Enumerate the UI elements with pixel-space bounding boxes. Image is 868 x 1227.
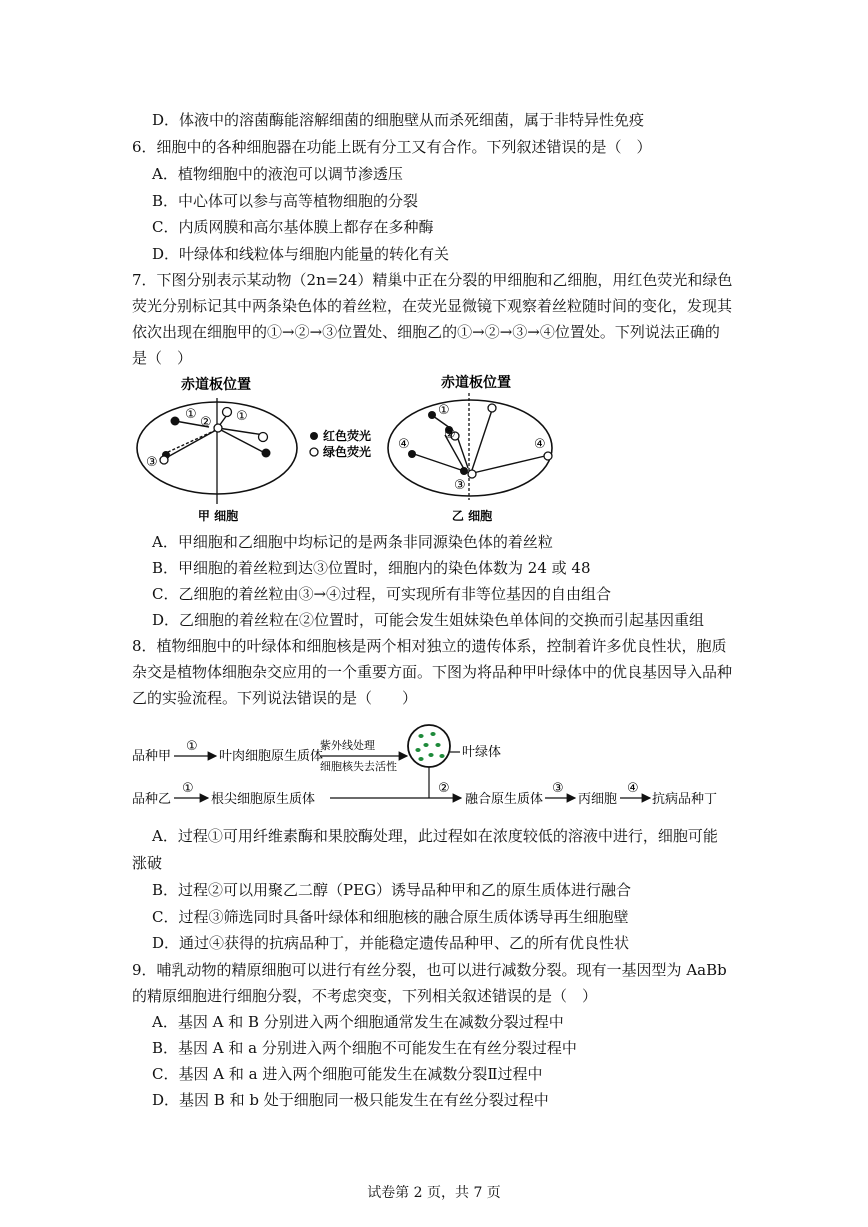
jia-red-mark-3 bbox=[262, 449, 271, 458]
yi-cell-outline bbox=[388, 400, 552, 496]
q8-option-c: C．过程③筛选同时具备叶绿体和细胞核的融合原生质体诱导再生细胞壁 bbox=[152, 908, 629, 926]
q7-option-a: A．甲细胞和乙细胞中均标记的是两条非同源染色体的着丝粒 bbox=[152, 533, 553, 551]
question-6: 6．细胞中的各种细胞器在功能上既有分工又有合作。下列叙述错误的是（ ） bbox=[132, 138, 652, 156]
question-9-line-1: 9．哺乳动物的精原细胞可以进行有丝分裂，也可以进行减数分裂。现有一基因型为 AaBb bbox=[132, 961, 727, 979]
page-footer: 试卷第 2 页，共 7 页 bbox=[367, 1185, 501, 1201]
fused-protoplast-label: 融合原生质体 bbox=[465, 792, 544, 807]
yi-red-mark-3 bbox=[460, 467, 468, 475]
yi-position-1: ① bbox=[438, 403, 450, 418]
fig7-title-right: 赤道板位置 bbox=[441, 375, 511, 391]
jia-green-mark-3 bbox=[259, 433, 268, 442]
figure-7-cell-diagram bbox=[130, 370, 580, 526]
step1-jia-label: ① bbox=[186, 739, 198, 754]
fig7-title-left: 赤道板位置 bbox=[181, 377, 251, 393]
yi-green-mark-3 bbox=[468, 470, 476, 478]
jia-green-mark-3b bbox=[160, 456, 168, 464]
yi-migration-arrows bbox=[414, 410, 545, 473]
yi-green-mark-1 bbox=[488, 404, 496, 412]
step3-label: ③ bbox=[552, 781, 564, 796]
q9-option-c: C．基因 A 和 a 进入两个细胞可能发生在减数分裂Ⅱ过程中 bbox=[152, 1065, 543, 1083]
step1-yi-label: ① bbox=[182, 781, 194, 796]
jia-position-1-right: ① bbox=[236, 409, 248, 424]
q7-option-c: C．乙细胞的着丝粒由③→④过程，可实现所有非等位基因的自由组合 bbox=[152, 585, 612, 603]
q9-option-a: A．基因 A 和 B 分别进入两个细胞通常发生在减数分裂过程中 bbox=[152, 1013, 564, 1031]
bing-cell-label: 丙细胞 bbox=[578, 792, 618, 807]
q5-option-d: D．体液中的溶菌酶能溶解细菌的细胞壁从而杀死细菌，属于非特异性免疫 bbox=[152, 111, 645, 129]
nucleus-inactivated-label: 细胞核失去活性 bbox=[320, 760, 397, 773]
q8-option-a-line-1: A．过程①可用纤维素酶和果胶酶处理，此过程如在浓度较低的溶液中进行，细胞可能 bbox=[152, 827, 718, 845]
q8-option-d: D．通过④获得的抗病品种丁，并能稳定遗传品种甲、乙的所有优良性状 bbox=[152, 934, 630, 952]
question-7-line-1: 7．下图分别表示某动物（2n=24）精巢中正在分裂的甲细胞和乙细胞，用红色荧光和绿色 bbox=[132, 271, 733, 289]
jia-position-2: ② bbox=[200, 415, 212, 430]
question-8-line-3: 乙的实验流程。下列说法错误的是（ ） bbox=[132, 689, 418, 707]
fig7-caption-right: 乙 细胞 bbox=[451, 509, 493, 523]
resistant-variety-label: 抗病品种丁 bbox=[652, 792, 718, 807]
q9-option-d: D．基因 B 和 b 处于细胞同一极只能发生在有丝分裂过程中 bbox=[152, 1091, 549, 1109]
variety-jia-label: 品种甲 bbox=[132, 749, 172, 764]
yi-position-4-right: ④ bbox=[534, 437, 546, 452]
chloroplast-protoplast-circle bbox=[408, 725, 450, 767]
legend-green-dot bbox=[310, 448, 318, 456]
uv-treatment-label: 紫外线处理 bbox=[320, 739, 375, 752]
q7-option-b: B．甲细胞的着丝粒到达③位置时，细胞内的染色体数为 24 或 48 bbox=[152, 559, 591, 577]
question-7-line-4: 是（ ） bbox=[132, 349, 193, 367]
q6-option-d: D．叶绿体和线粒体与细胞内能量的转化有关 bbox=[152, 245, 450, 263]
question-8-line-1: 8．植物细胞中的叶绿体和细胞核是两个相对独立的遗传体系，控制着许多优良性状，胞质 bbox=[132, 637, 727, 655]
jia-mark-2 bbox=[214, 424, 222, 432]
question-7-line-2: 荧光分别标记其中两条染色体的着丝粒，在荧光显微镜下观察着丝粒随时间的变化，发现其 bbox=[132, 297, 733, 315]
yi-green-mark-4 bbox=[544, 452, 552, 460]
jia-red-mark-1 bbox=[171, 417, 180, 426]
step4-label: ④ bbox=[627, 781, 639, 796]
q8-option-b: B．过程②可以用聚乙二醇（PEG）诱导品种甲和乙的原生质体进行融合 bbox=[152, 881, 632, 899]
jia-position-1-left: ① bbox=[185, 407, 197, 422]
legend-red-dot bbox=[310, 432, 318, 440]
yi-position-2: ② bbox=[444, 427, 456, 442]
yi-red-mark-1 bbox=[428, 411, 436, 419]
fig7-caption-left: 甲 细胞 bbox=[197, 509, 239, 523]
mesophyll-protoplast-label: 叶肉细胞原生质体 bbox=[219, 749, 324, 764]
chloroplast-label: 叶绿体 bbox=[462, 745, 502, 760]
q6-option-b: B．中心体可以参与高等植物细胞的分裂 bbox=[152, 192, 419, 210]
jia-position-3: ③ bbox=[146, 455, 158, 470]
q8-option-a-line-2: 涨破 bbox=[132, 854, 163, 872]
jia-green-mark-1 bbox=[223, 408, 232, 417]
question-8-line-2: 杂交是植物体细胞杂交应用的一个重要方面。下图为将品种甲叶绿体中的优良基因导入品种 bbox=[132, 663, 733, 681]
q6-option-c: C．内质网膜和高尔基体膜上都存在多种酶 bbox=[152, 218, 434, 236]
variety-yi-label: 品种乙 bbox=[132, 792, 172, 807]
step2-label: ② bbox=[438, 781, 450, 796]
yi-position-3: ③ bbox=[454, 478, 466, 493]
yi-position-4-left: ④ bbox=[398, 437, 410, 452]
q7-option-d: D．乙细胞的着丝粒在②位置时，可能会发生姐妹染色单体间的交换而引起基因重组 bbox=[152, 611, 705, 629]
q6-option-a: A．植物细胞中的液泡可以调节渗透压 bbox=[152, 165, 403, 183]
root-protoplast-label: 根尖细胞原生质体 bbox=[211, 792, 316, 807]
question-9-line-2: 的精原细胞进行细胞分裂，不考虑突变，下列相关叙述错误的是（ ） bbox=[132, 987, 598, 1005]
question-7-line-3: 依次出现在细胞甲的①→②→③位置处、细胞乙的①→②→③→④位置处。下列说法正确的 bbox=[132, 323, 720, 341]
figure-8-flowchart bbox=[130, 718, 740, 820]
legend-red-label: 红色荧光 bbox=[323, 429, 372, 443]
q9-option-b: B．基因 A 和 a 分别进入两个细胞不可能发生在有丝分裂过程中 bbox=[152, 1039, 577, 1057]
legend-green-label: 绿色荧光 bbox=[323, 445, 372, 459]
